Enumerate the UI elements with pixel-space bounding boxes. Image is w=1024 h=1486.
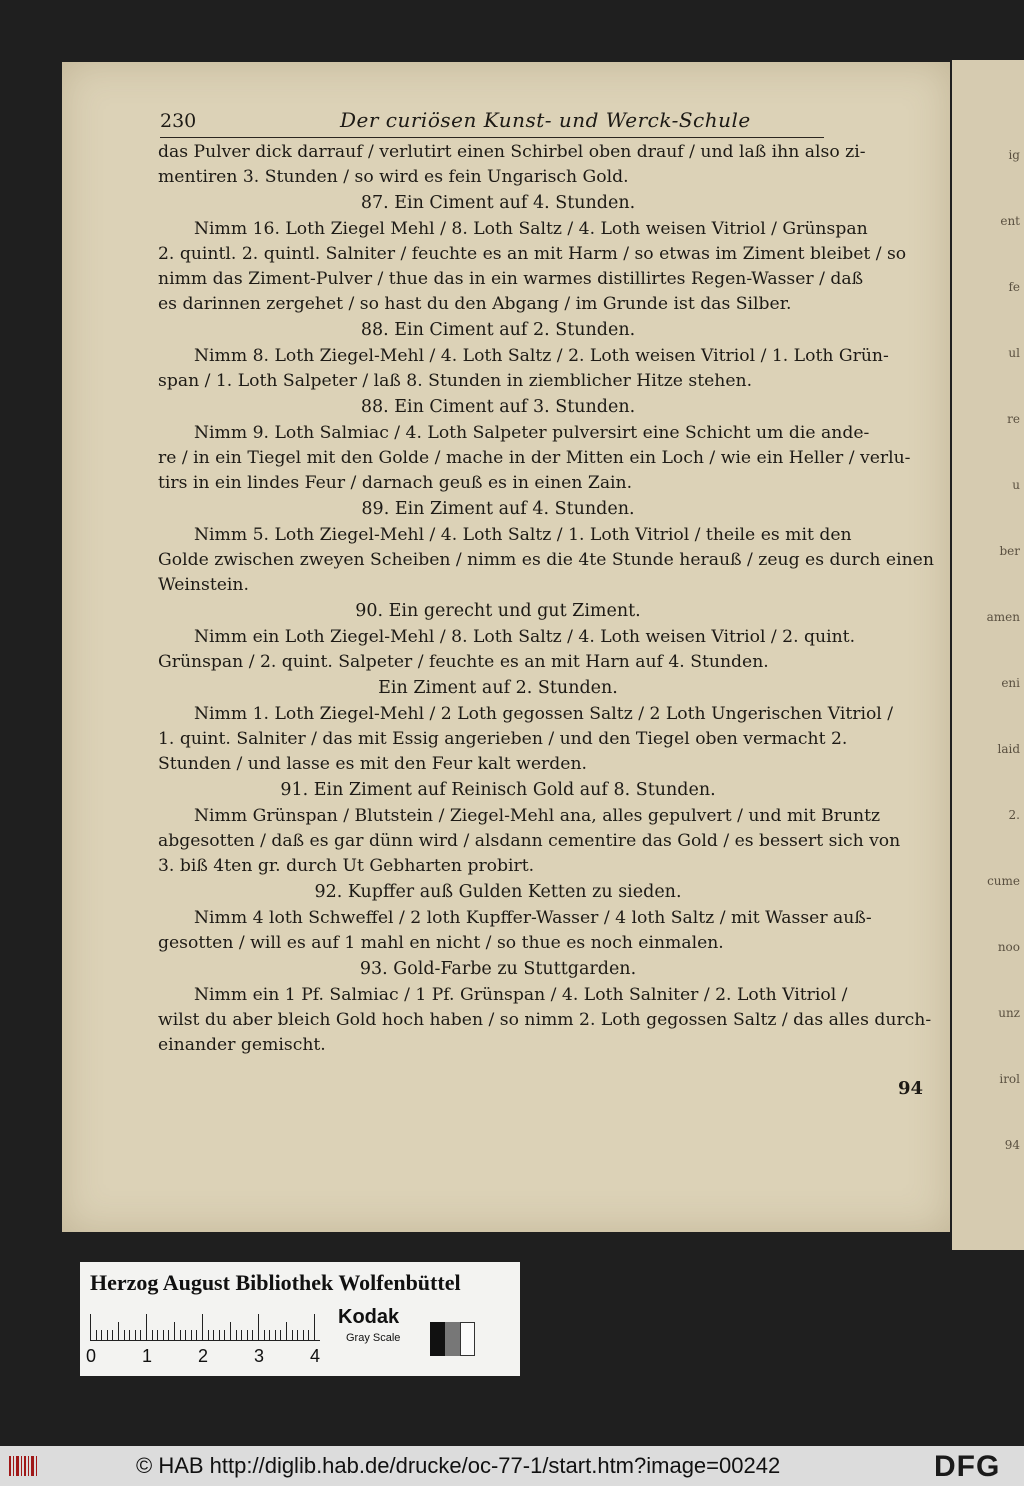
ruler-tick [101,1330,102,1340]
ruler-tick [107,1330,108,1340]
text-line: Stunden / und lasse es mit den Feur kalt werden. [158,754,587,774]
recipe-heading: 87. Ein Ciment auf 4. Stunden. [360,193,636,213]
ruler-tick [230,1322,231,1340]
next-page-fragment: 2. [1008,808,1020,822]
copyright-link[interactable]: © HAB http://diglib.hab.de/drucke/oc-77-1/start.htm?image=00242 [136,1453,781,1478]
ruler-tick [241,1330,242,1340]
ruler-tick [146,1314,147,1340]
text-line: wilst du aber bleich Gold hoch haben / so nimm 2. Loth gegossen Saltz / das alles durch- [158,1010,932,1030]
ruler-tick [191,1330,192,1340]
ruler-tick [180,1330,181,1340]
ruler-tick [90,1314,91,1340]
next-page-fragment: irol [999,1072,1020,1086]
next-page-fragment: fe [1008,280,1020,294]
text-line: span / 1. Loth Salpeter / laß 8. Stunden in ziemblicher Hitze stehen. [158,371,753,391]
ruler-tick [308,1330,309,1340]
ruler-tick [174,1322,175,1340]
gray-swatch-white [460,1322,475,1356]
text-line: Nimm 1. Loth Ziegel-Mehl / 2 Loth gegossen Saltz / 2 Loth Ungerischen Vitriol / [194,704,894,724]
recipe-heading: 89. Ein Ziment auf 4. Stunden. [361,499,635,519]
ruler-tick [247,1330,248,1340]
recipe-heading: 88. Ein Ciment auf 3. Stunden. [360,397,636,417]
ruler-tick [168,1330,169,1340]
ruler-tick [213,1330,214,1340]
ruler-tick [196,1330,197,1340]
book-page [62,62,950,1232]
ruler-tick [292,1330,293,1340]
ruler-tick [280,1330,281,1340]
page-number: 230 [160,110,197,132]
library-name: Herzog August Bibliothek Wolfenbüttel [90,1270,461,1295]
footer-bar [0,1446,1024,1486]
next-page-fragment: 94 [1004,1138,1020,1152]
ruler-tick [152,1330,153,1340]
text-line: nimm das Ziment-Pulver / thue das in ein warmes distillirtes Regen-Wasser / daß [158,269,864,289]
scale-number: 2 [198,1346,209,1366]
ruler-tick [224,1330,225,1340]
ruler-tick [202,1314,203,1340]
gray-swatch-black [430,1322,445,1356]
text-line: tirs in ein lindes Feur / darnach geuß es in einen Zain. [158,473,633,493]
next-page-fragment: cume [987,874,1020,888]
next-page-fragment: eni [1001,676,1020,690]
text-line: Nimm 8. Loth Ziegel-Mehl / 4. Loth Saltz / 2. Loth weisen Vitriol / 1. Loth Grün- [194,346,889,366]
ruler-tick [140,1330,141,1340]
recipe-heading: Ein Ziment auf 2. Stunden. [378,678,618,698]
text-line: 1. quint. Salniter / das mit Essig angerieben / und den Tiegel oben vermacht 2. [158,729,848,749]
text-line: 3. biß 4ten gr. durch Ut Gebharten probirt. [158,856,535,876]
scale-number: 3 [254,1346,265,1366]
text-line: Nimm Grünspan / Blutstein / Ziegel-Mehl ana, alles gepulvert / und mit Bruntz [194,806,881,826]
text-line: mentiren 3. Stunden / so wird es fein Ungarisch Gold. [158,167,629,187]
ruler-tick [258,1314,259,1340]
ruler-tick [208,1330,209,1340]
recipe-heading: 91. Ein Ziment auf Reinisch Gold auf 8. Stunden. [280,780,716,800]
ruler-tick [236,1330,237,1340]
scale-numbers [86,1346,326,1368]
ruler-tick [219,1330,220,1340]
scale-ruler [90,1312,320,1341]
scale-number: 0 [86,1346,97,1366]
text-line: Nimm 16. Loth Ziegel Mehl / 8. Loth Saltz / 4. Loth weisen Vitriol / Grünspan [194,219,868,239]
text-line: re / in ein Tiegel mit den Golde / mache in der Mitten ein Loch / wie ein Heller / verlu- [158,448,911,468]
recipe-heading: 93. Gold-Farbe zu Stuttgarden. [359,959,637,979]
ruler-tick [118,1322,119,1340]
next-page-fragment: unz [998,1006,1020,1020]
text-line: Weinstein. [158,575,249,595]
recipe-heading: 92. Kupffer auß Gulden Ketten zu sieden. [314,882,682,902]
ruler-tick [96,1330,97,1340]
header-rule [160,137,824,138]
text-line: das Pulver dick darrauf / verlutirt einen Schirbel oben drauf / und laß ihn also zi- [158,142,866,162]
barcode-icon [8,1454,38,1478]
text-line: Nimm ein 1 Pf. Salmiac / 1 Pf. Grünspan / 4. Loth Salniter / 2. Loth Vitriol / [194,985,848,1005]
header-title: Der curiösen Kunst- und Werck-Schule [340,108,751,132]
scale-number: 1 [142,1346,153,1366]
gray-swatch-mid [445,1322,460,1356]
color-target-card [80,1262,520,1376]
next-page-fragment: amen [986,610,1020,624]
next-page-fragment: noo [997,940,1020,954]
ruler-tick [303,1330,304,1340]
ruler-tick [112,1330,113,1340]
gray-scale-label: Gray Scale [346,1332,401,1344]
body-text [158,140,934,1058]
ruler-tick [264,1330,265,1340]
kodak-label: Kodak [338,1306,400,1328]
next-page-fragment: u [1012,478,1020,492]
ruler-tick [252,1330,253,1340]
recipe-heading: 90. Ein gerecht und gut Ziment. [355,601,641,621]
text-line: Nimm ein Loth Ziegel-Mehl / 8. Loth Saltz / 4. Loth weisen Vitriol / 2. quint. [194,627,856,647]
ruler-tick [185,1330,186,1340]
text-line: Nimm 9. Loth Salmiac / 4. Loth Salpeter pulversirt eine Schicht um die ande- [194,423,870,443]
next-page-fragment: ig [1008,148,1020,162]
ruler-tick [286,1322,287,1340]
ruler-tick [314,1314,315,1340]
next-page-fragment: ent [1000,214,1020,228]
ruler-tick [275,1330,276,1340]
text-line: Nimm 4 loth Schweffel / 2 loth Kupffer-Wasser / 4 loth Saltz / mit Wasser auß- [194,908,872,928]
text-line: gesotten / will es auf 1 mahl en nicht / so thue es noch einmalen. [158,933,724,953]
dfg-logo: DFG [934,1450,1001,1483]
next-page-fragment: re [1007,412,1020,426]
next-page-fragment: ber [999,544,1020,558]
next-page-edge [952,60,1024,1250]
next-page-fragment: laid [997,742,1020,756]
ruler-tick [269,1330,270,1340]
scale-number: 4 [310,1346,321,1366]
ruler-tick [135,1330,136,1340]
text-line: einander gemischt. [158,1035,326,1055]
next-page-fragment: ul [1008,346,1020,360]
recipe-heading: 88. Ein Ciment auf 2. Stunden. [360,320,636,340]
text-line: Grünspan / 2. quint. Salpeter / feuchte es an mit Harn auf 4. Stunden. [158,652,769,672]
ruler-tick [163,1330,164,1340]
text-line: Nimm 5. Loth Ziegel-Mehl / 4. Loth Saltz / 1. Loth Vitriol / theile es mit den [194,525,852,545]
ruler-tick [157,1330,158,1340]
text-line: 2. quintl. 2. quintl. Salniter / feuchte es an mit Harm / so etwas im Ziment bleibet / so [158,244,907,264]
catchword-signature: 94 [898,1078,924,1099]
ruler-tick [124,1330,125,1340]
ruler-tick [297,1330,298,1340]
text-line: abgesotten / daß es gar dünn wird / alsdann cementire das Gold / es bessert sich von [158,831,901,851]
running-head [160,106,950,136]
text-line: Golde zwischen zweyen Scheiben / nimm es die 4te Stunde herauß / zeug es durch einen [158,550,934,570]
text-line: es darinnen zergehet / so hast du den Abgang / im Grunde ist das Silber. [158,294,792,314]
ruler-tick [129,1330,130,1340]
